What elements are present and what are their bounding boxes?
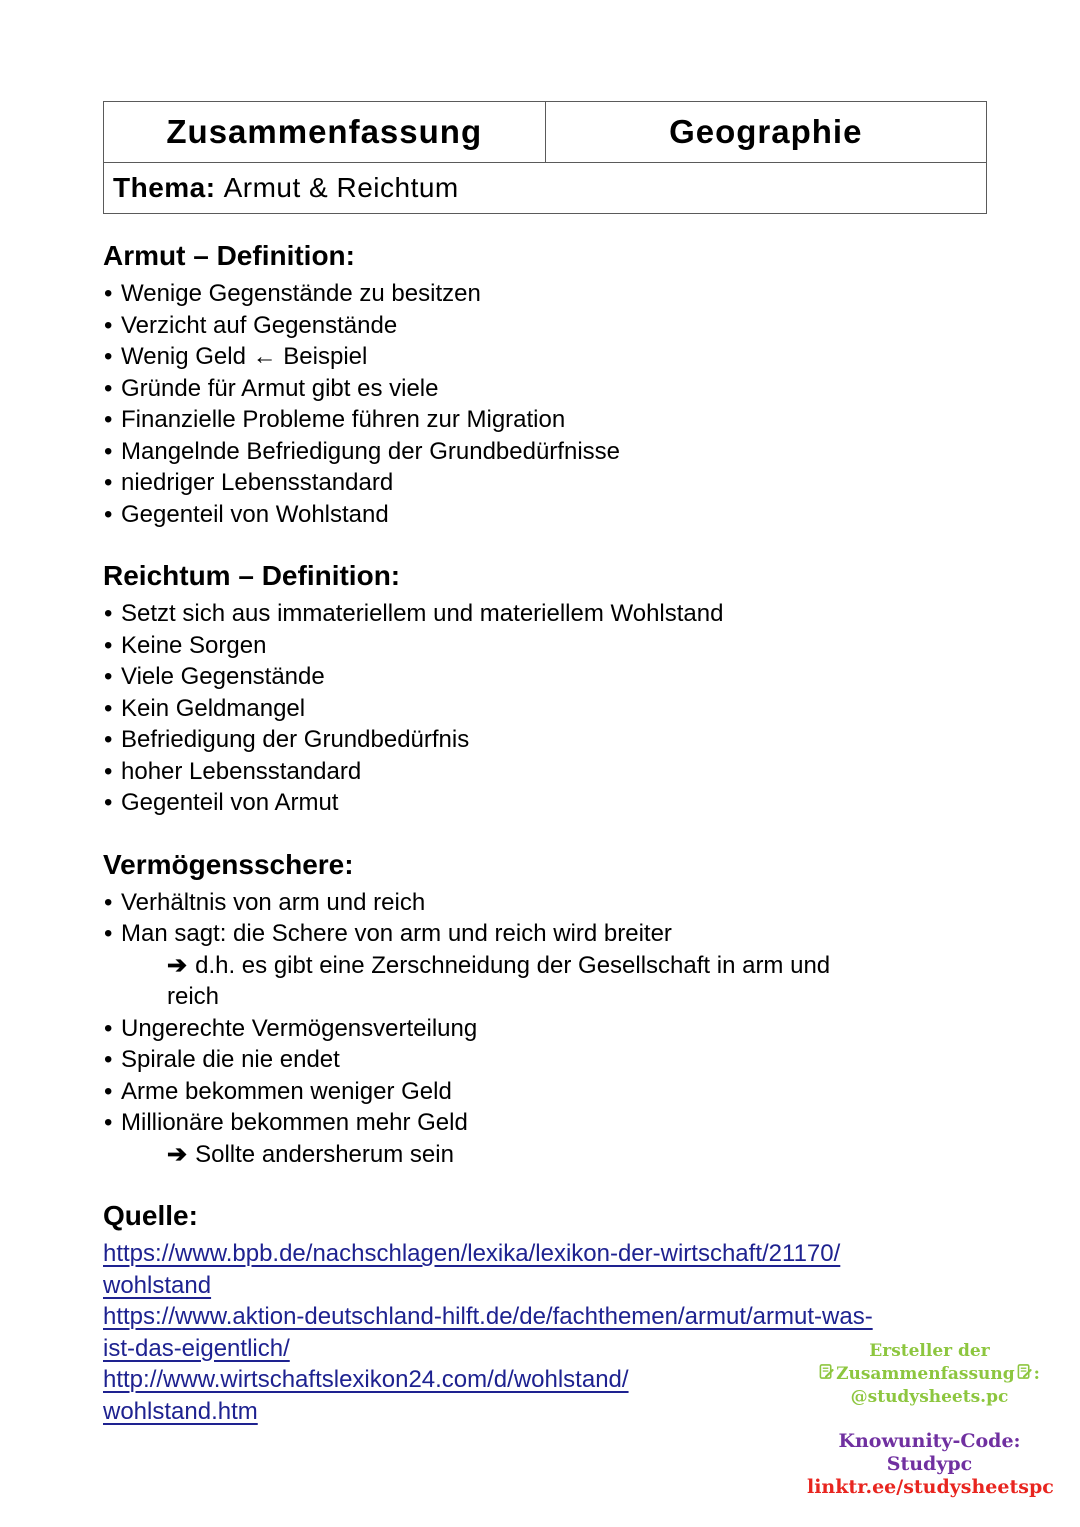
source-link-bpb-line2[interactable]: wohlstand	[103, 1271, 212, 1299]
header-table	[103, 101, 987, 214]
section-heading: Vermögensschere:	[103, 848, 354, 880]
linktree-link[interactable]: linktr.ee/studysheetspc	[807, 1476, 1054, 1498]
bullet-item: • Mangelnde Befriedigung der Grundbedürfnisse	[103, 436, 987, 468]
creator-line2-text: Zusammenfassung	[836, 1364, 1015, 1384]
bullet-item: • Gegenteil von Armut	[103, 787, 987, 819]
bullet-item: • Spirale die nie endet	[103, 1044, 987, 1076]
bullet-item: • Man sagt: die Schere von arm und reich wird breiter	[103, 918, 987, 950]
document-body	[103, 225, 987, 1427]
thema-cell	[104, 163, 987, 214]
bullet-item: • Kein Geldmangel	[103, 693, 987, 725]
arrow-item-text: Sollte andersherum sein	[195, 1140, 454, 1168]
knowunity-label: Knowunity-Code:	[838, 1430, 1021, 1452]
creator-block	[807, 1340, 1052, 1409]
arrow-right-icon: ➔	[167, 951, 188, 979]
creator-handle: @studysheets.pc	[850, 1387, 1009, 1407]
bullet-list	[103, 278, 987, 530]
section-armut-definition	[103, 240, 987, 530]
arrow-item-continuation: reich	[167, 983, 220, 1010]
thema-label: Thema:	[113, 172, 216, 203]
bullet-item: • Wenig Geld ← Beispiel	[103, 341, 987, 373]
bullet-item: • Finanzielle Probleme führen zur Migration	[103, 404, 987, 436]
doc-type-title: Zusammenfassung	[166, 113, 483, 150]
subject-title: Geographie	[669, 113, 863, 150]
bullet-item: • Setzt sich aus immateriellem und materiellem Wohlstand	[103, 598, 987, 630]
section-vermoegensschere	[103, 849, 987, 1171]
bullet-item: • niedriger Lebensstandard	[103, 467, 987, 499]
bullet-item: • Befriedigung der Grundbedürfnis	[103, 724, 987, 756]
source-link-wirtschaftslexikon-line2[interactable]: wohlstand.htm	[103, 1397, 258, 1425]
bullet-item: • Verhältnis von arm und reich	[103, 887, 987, 919]
thema-value: Armut & Reichtum	[223, 172, 459, 203]
memo-icon	[1017, 1363, 1032, 1386]
source-link-aktion-line1[interactable]: https://www.aktion-deutschland-hilft.de/de/fachthemen/armut/armut-was-	[103, 1303, 873, 1330]
bullet-item: • Arme bekommen weniger Geld	[103, 1076, 987, 1108]
source-link-wirtschaftslexikon-line1[interactable]: http://www.wirtschaftslexikon24.com/d/wohlstand/	[103, 1366, 629, 1393]
doc-type-cell	[104, 102, 546, 163]
arrow-item	[103, 1139, 987, 1171]
bullet-list	[103, 887, 987, 1171]
bullet-item: • Keine Sorgen	[103, 630, 987, 662]
bullet-item: • Gegenteil von Wohlstand	[103, 499, 987, 531]
arrow-item	[103, 950, 987, 1013]
section-reichtum-definition	[103, 560, 987, 819]
bullet-item: • Wenige Gegenstände zu besitzen	[103, 278, 987, 310]
bullet-item: • Ungerechte Vermögensverteilung	[103, 1013, 987, 1045]
creator-line2	[807, 1363, 1052, 1386]
subject-cell	[545, 102, 987, 163]
memo-icon	[819, 1363, 834, 1386]
arrow-item-text: d.h. es gibt eine Zerschneidung der Gesellschaft in arm und	[195, 951, 831, 979]
bullet-list	[103, 598, 987, 819]
section-heading: Reichtum – Definition:	[103, 560, 401, 591]
creator-line1: Ersteller der	[869, 1341, 990, 1361]
watermark-footer	[807, 1340, 1052, 1499]
knowunity-code: Studypc	[886, 1453, 973, 1475]
bullet-item: • Viele Gegenstände	[103, 661, 987, 693]
bullet-item: • hoher Lebensstandard	[103, 756, 987, 788]
arrow-right-icon: ➔	[167, 1140, 188, 1168]
bullet-item: • Millionäre bekommen mehr Geld	[103, 1107, 987, 1139]
knowunity-block	[807, 1430, 1052, 1499]
source-link-aktion-line2[interactable]: ist-das-eigentlich/	[103, 1334, 290, 1362]
section-heading: Quelle:	[103, 1200, 198, 1231]
creator-line2-suffix: :	[1033, 1364, 1040, 1384]
source-link-bpb-line1[interactable]: https://www.bpb.de/nachschlagen/lexika/lexikon-der-wirtschaft/21170/	[103, 1240, 841, 1267]
section-heading: Armut – Definition:	[103, 240, 355, 271]
bullet-item: • Verzicht auf Gegenstände	[103, 310, 987, 342]
bullet-item: • Gründe für Armut gibt es viele	[103, 373, 987, 405]
